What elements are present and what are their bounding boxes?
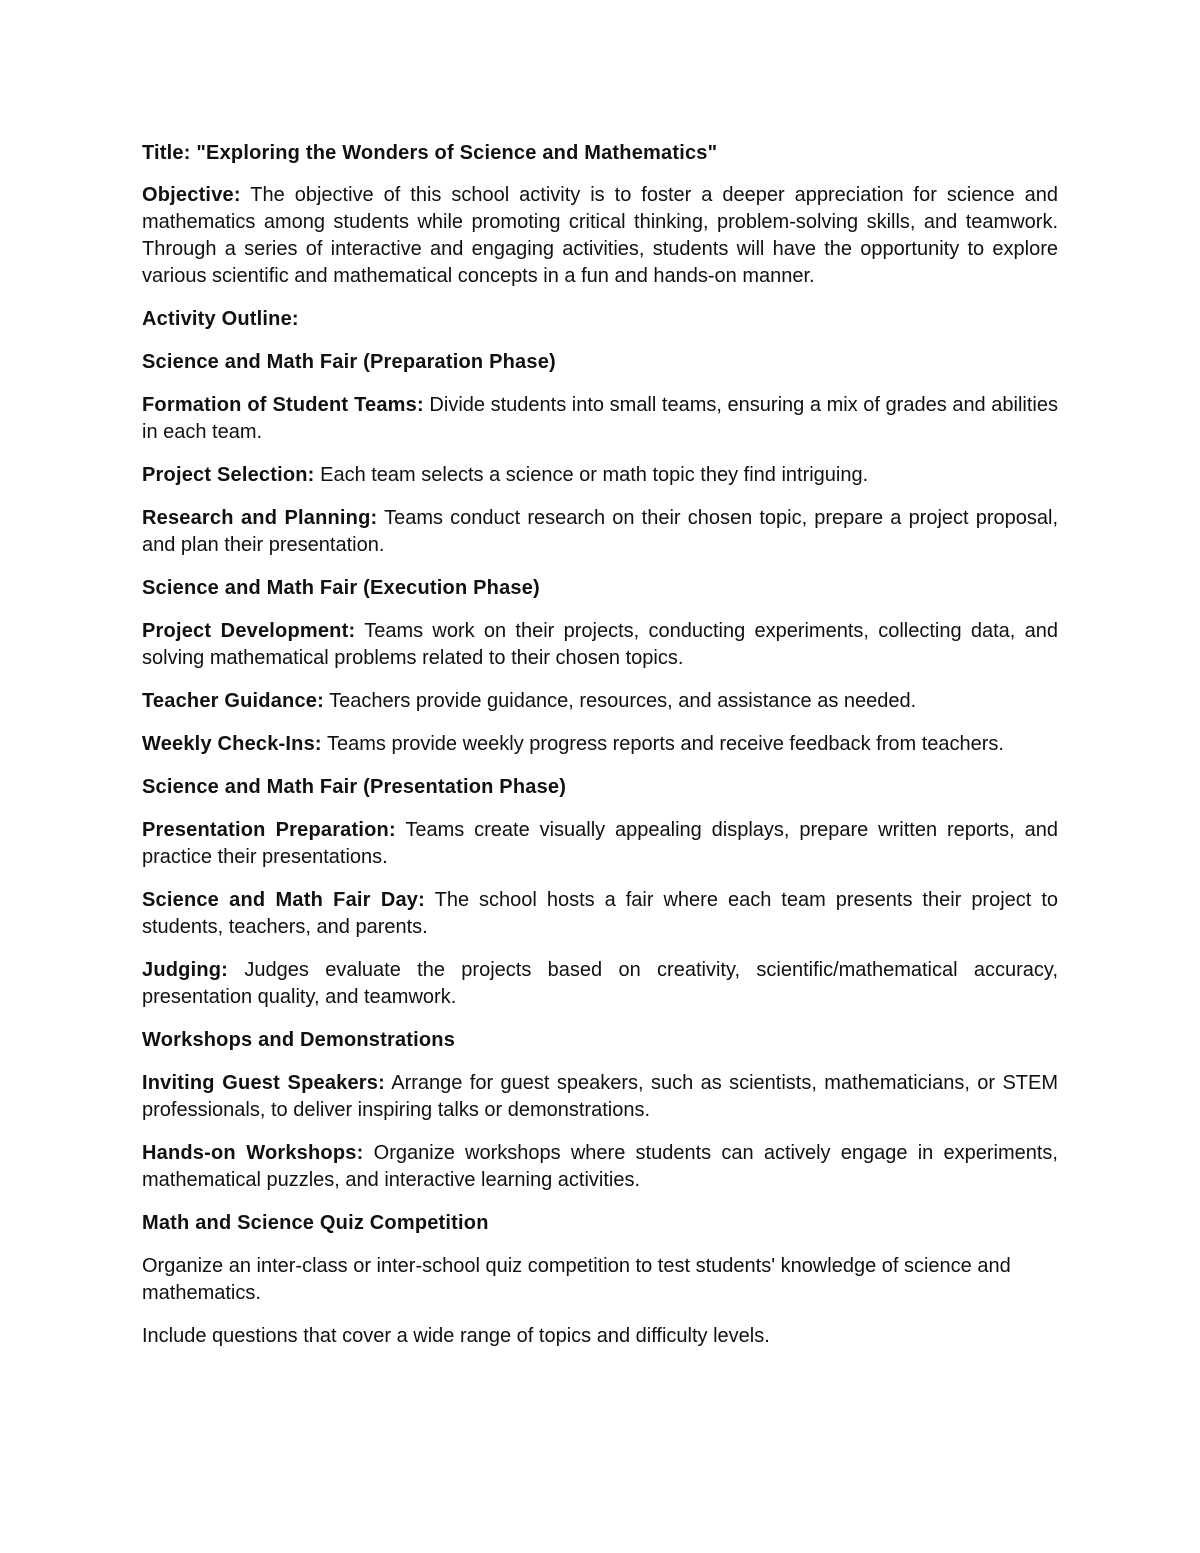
item-text: Arrange for guest speakers, such as scientists, mathematicians, or STEM professionals, to deliver inspiring talks or demonstrations. bbox=[142, 1072, 1059, 1121]
quiz-paragraph: Include questions that cover a wide range of topics and difficulty levels. bbox=[142, 1325, 770, 1347]
item-label: Formation of Student Teams: bbox=[142, 394, 424, 416]
quiz-paragraph: Organize an inter-class or inter-school quiz competition to test students' knowledge of science and mathematics. bbox=[142, 1255, 1011, 1304]
item-text: Organize workshops where students can actively engage in experiments, mathematical puzzles, and interactive learning activities. bbox=[142, 1142, 1058, 1191]
section-heading: Science and Math Fair (Execution Phase) bbox=[142, 577, 540, 599]
item-label: Presentation Preparation: bbox=[142, 819, 396, 841]
item-text: Divide students into small teams, ensuring a mix of grades and abilities in each team. bbox=[142, 394, 1058, 443]
section-heading: Math and Science Quiz Competition bbox=[142, 1212, 489, 1234]
document-page bbox=[142, 140, 1058, 1366]
item-label: Judging: bbox=[142, 959, 229, 981]
item-label: Weekly Check-Ins: bbox=[142, 733, 322, 755]
section-item bbox=[142, 688, 1058, 715]
item-text: Judges evaluate the projects based on creativity, scientific/mathematical accuracy, presentation quality, and teamwork. bbox=[142, 959, 1058, 1008]
item-text: Each team selects a science or math topic they find intriguing. bbox=[314, 464, 869, 486]
outline-heading: Activity Outline: bbox=[142, 308, 299, 330]
item-text: Teams conduct research on their chosen topic, prepare a project proposal, and plan their presentation. bbox=[142, 507, 1058, 556]
item-text: Teams create visually appealing displays, prepare written reports, and practice their presentations. bbox=[142, 819, 1058, 868]
item-text: Teams work on their projects, conducting experiments, collecting data, and solving mathematical problems related to their chosen topics. bbox=[142, 620, 1058, 669]
item-label: Research and Planning: bbox=[142, 507, 378, 529]
objective-label: Objective: bbox=[142, 184, 241, 206]
section-item bbox=[142, 618, 1058, 672]
section-item bbox=[142, 887, 1058, 941]
section-heading: Science and Math Fair (Preparation Phase) bbox=[142, 351, 556, 373]
objective-paragraph bbox=[142, 182, 1058, 290]
document-title: Title: "Exploring the Wonders of Science and Mathematics" bbox=[142, 142, 718, 164]
item-label: Project Selection: bbox=[142, 464, 315, 486]
section-item bbox=[142, 1140, 1058, 1194]
section-item bbox=[142, 392, 1058, 446]
item-label: Inviting Guest Speakers: bbox=[142, 1072, 385, 1094]
section-item bbox=[142, 462, 1058, 489]
section-heading: Science and Math Fair (Presentation Phase) bbox=[142, 776, 567, 798]
section-item bbox=[142, 817, 1058, 871]
section-item bbox=[142, 957, 1058, 1011]
objective-text: The objective of this school activity is to foster a deeper appreciation for science and mathematics among students while promoting critical thinking, problem-solving skills, and teamwork. Through a series of interactive and engaging activities, students will have the opportunity to explore various scientific and mathematical concepts in a fun and hands-on manner. bbox=[142, 184, 1058, 287]
item-text: Teams provide weekly progress reports and receive feedback from teachers. bbox=[321, 733, 1004, 755]
section-heading: Workshops and Demonstrations bbox=[142, 1029, 456, 1051]
item-label: Teacher Guidance: bbox=[142, 690, 324, 712]
item-label: Science and Math Fair Day: bbox=[142, 889, 425, 911]
item-label: Hands-on Workshops: bbox=[142, 1142, 364, 1164]
item-text: The school hosts a fair where each team presents their project to students, teachers, and parents. bbox=[142, 889, 1059, 938]
section-item bbox=[142, 731, 1058, 758]
item-label: Project Development: bbox=[142, 620, 356, 642]
section-item bbox=[142, 505, 1058, 559]
item-text: Teachers provide guidance, resources, and assistance as needed. bbox=[323, 690, 917, 712]
section-item bbox=[142, 1070, 1058, 1124]
